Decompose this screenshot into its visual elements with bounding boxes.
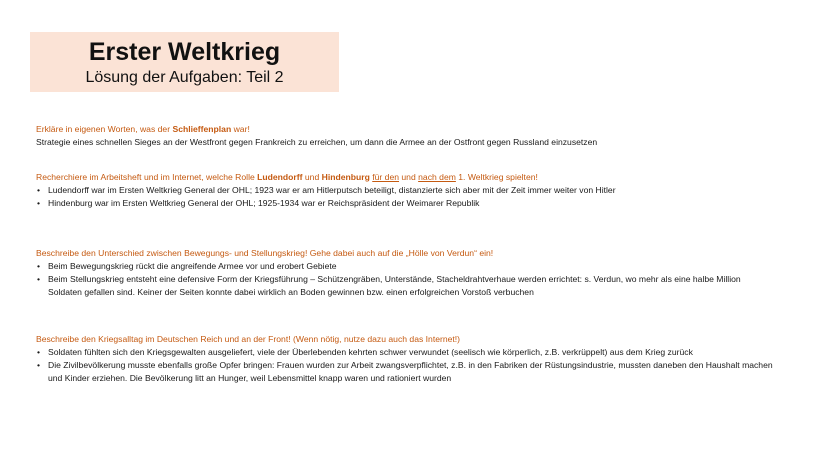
list-item: • Soldaten fühlten sich den Kriegsgewalten ausgeliefert, viele der Überlebenden kehrten schwer verwundet (seelisch wie körperlich, z.B. verkrüppelt) aus dem Krieg zurück bbox=[36, 346, 776, 359]
answer-3-list bbox=[36, 260, 776, 299]
answer-1: Strategie eines schnellen Sieges an der Westfront gegen Frankreich zu erreichen, um dann die Armee an der Ostfront gegen Russland einzusetzen bbox=[36, 137, 598, 147]
question-2-keyword-ludendorff: Ludendorff bbox=[257, 172, 303, 182]
list-item: • Die Zivilbevölkerung musste ebenfalls große Opfer bringen: Frauen wurden zur Arbeit zwangsverpflichtet, z.B. in den Fabriken der Rüstungsindustrie, mussten daneben den Haushalt machen und Kinder erziehen. Die Bevölkerung litt an Hunger, weil Lebensmittel knapp waren und rationiert wurden bbox=[36, 359, 776, 385]
list-item: • Ludendorff war im Ersten Weltkrieg General der OHL; 1923 war er am Hitlerputsch beteiligt, distanzierte sich aber mit der Zeit immer weiter von Hitler bbox=[36, 184, 616, 197]
question-4: Beschreibe den Kriegsalltag im Deutschen Reich und an der Front! (Wenn nötig, nutze dazu auch das Internet!) bbox=[36, 334, 461, 344]
question-2-and: und bbox=[302, 172, 322, 182]
question-2 bbox=[36, 171, 616, 184]
list-item: • Hindenburg war im Ersten Weltkrieg General der OHL; 1925-1934 war er Reichspräsident der Weimarer Republik bbox=[36, 197, 616, 210]
question-2-underline-fuer: für den bbox=[372, 172, 400, 182]
question-2-keyword-hindenburg: Hindenburg bbox=[321, 172, 370, 182]
question-1-end: war! bbox=[231, 124, 250, 134]
question-2-underline-nach: nach dem bbox=[418, 172, 456, 182]
question-2-end: 1. Weltkrieg spielten! bbox=[455, 172, 538, 182]
section-kriegsalltag bbox=[36, 333, 776, 385]
answer-2-list bbox=[36, 184, 616, 210]
question-1-keyword: Schlieffenplan bbox=[172, 124, 232, 134]
section-ludendorff-hindenburg bbox=[36, 171, 616, 210]
question-2-text: Recherchiere im Arbeitsheft und im Internet, welche Rolle bbox=[36, 172, 258, 182]
title-box bbox=[30, 32, 339, 92]
question-2-and-2: und bbox=[399, 172, 419, 182]
section-schlieffenplan bbox=[36, 123, 597, 149]
question-1-text: Erkläre in eigenen Worten, was der bbox=[36, 124, 173, 134]
answer-4-list bbox=[36, 346, 776, 385]
list-item: • Beim Bewegungskrieg rückt die angreifende Armee vor und erobert Gebiete bbox=[36, 260, 776, 273]
page-subtitle: Lösung der Aufgaben: Teil 2 bbox=[85, 69, 284, 86]
list-item: • Beim Stellungskrieg entsteht eine defensive Form der Kriegsführung – Schützengräben, Unterstände, Stacheldrahtverhaue werden errichtet: s. Verdun, wo mehr als eine halbe Million Soldaten gefallen sind. Keiner der Seiten konnte dabei wirklich an Boden gewinnen bzw. einen erfolgreichen Vorstoß verbuchen bbox=[36, 273, 776, 299]
section-bewegungskrieg bbox=[36, 247, 776, 299]
question-3: Beschreibe den Unterschied zwischen Bewegungs- und Stellungskrieg! Gehe dabei auch auf die „Hölle von Verdun“ ein! bbox=[36, 248, 494, 258]
page-title: Erster Weltkrieg bbox=[88, 38, 281, 66]
question-1 bbox=[36, 123, 597, 136]
